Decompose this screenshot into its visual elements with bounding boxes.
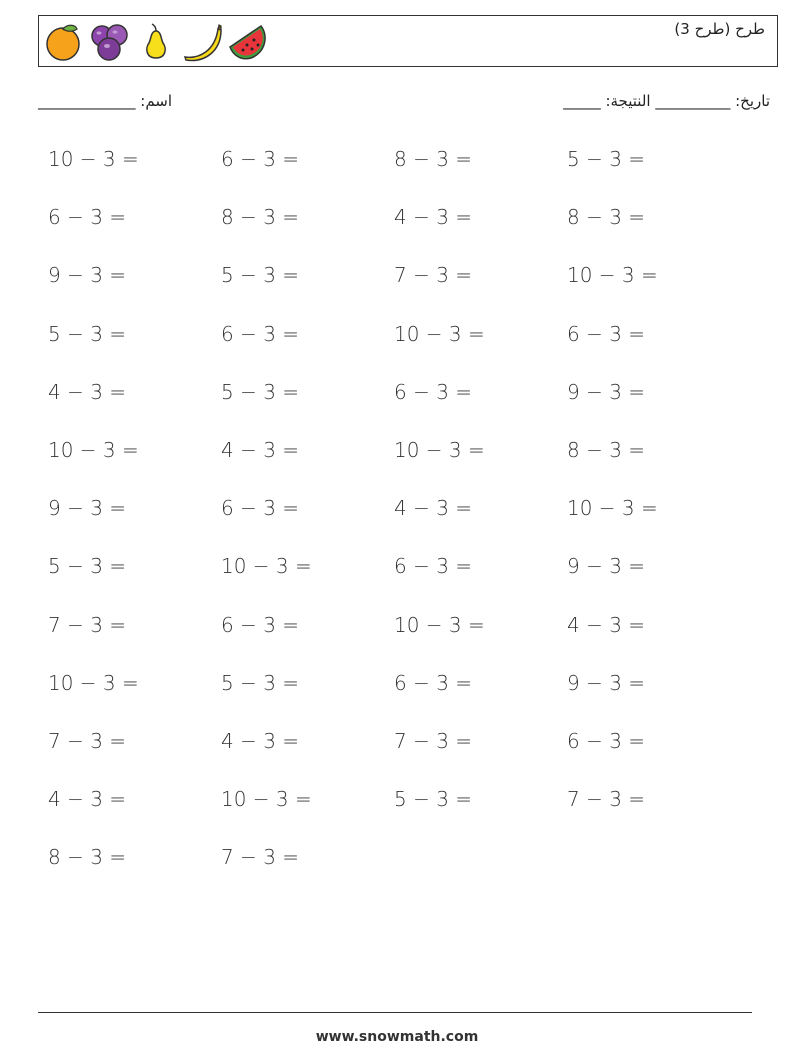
- problem-item: 5 − 3 =: [221, 670, 300, 695]
- problem-item: 4 − 3 =: [48, 379, 127, 404]
- banana-icon: [181, 21, 223, 63]
- problem-item: 6 − 3 =: [221, 321, 300, 346]
- problem-item: 8 − 3 =: [48, 845, 127, 870]
- problem-item: 7 − 3 =: [567, 787, 646, 812]
- problem-item: 4 − 3 =: [221, 437, 300, 462]
- problem-item: 8 − 3 =: [567, 205, 646, 230]
- problem-item: 6 − 3 =: [221, 612, 300, 637]
- problem-item: 6 − 3 =: [221, 496, 300, 521]
- problem-item: 6 − 3 =: [48, 205, 127, 230]
- problem-item: 6 − 3 =: [394, 670, 473, 695]
- footer-divider: [38, 1012, 752, 1013]
- problem-item: 10 − 3 =: [394, 437, 485, 462]
- problem-item: 9 − 3 =: [567, 554, 646, 579]
- problem-item: 6 − 3 =: [394, 554, 473, 579]
- problem-item: 7 − 3 =: [394, 263, 473, 288]
- problem-item: 8 − 3 =: [394, 147, 473, 171]
- problem-item: 5 − 3 =: [221, 379, 300, 404]
- problem-item: 6 − 3 =: [567, 321, 646, 346]
- problem-item: 6 − 3 =: [394, 379, 473, 404]
- problem-item: 8 − 3 =: [221, 205, 300, 230]
- problem-item: 10 − 3 =: [567, 496, 658, 521]
- problem-item: 4 − 3 =: [394, 496, 473, 521]
- watermelon-icon: [227, 21, 269, 63]
- problem-item: 5 − 3 =: [394, 787, 473, 812]
- problem-item: 10 − 3 =: [221, 554, 312, 579]
- problem-item: 9 − 3 =: [48, 263, 127, 288]
- problem-item: 10 − 3 =: [394, 321, 485, 346]
- problem-item: 9 − 3 =: [567, 379, 646, 404]
- problem-item: 10 − 3 =: [394, 612, 485, 637]
- problem-item: 9 − 3 =: [48, 496, 127, 521]
- problem-item: 9 − 3 =: [567, 670, 646, 695]
- problem-item: 8 − 3 =: [567, 437, 646, 462]
- problem-item: 4 − 3 =: [48, 787, 127, 812]
- date-score-field: _____ :تاريخ: __________ النتيجة: [563, 92, 770, 110]
- problem-item: 4 − 3 =: [221, 728, 300, 753]
- footer-site: www.snowmath.com: [315, 1029, 479, 1045]
- problem-item: 5 − 3 =: [48, 321, 127, 346]
- problem-item: 6 − 3 =: [567, 728, 646, 753]
- problem-item: 5 − 3 =: [567, 147, 646, 171]
- plums-icon: [89, 21, 131, 63]
- problem-item: 10 − 3 =: [48, 147, 139, 171]
- problem-item: 7 − 3 =: [48, 612, 127, 637]
- problem-item: 7 − 3 =: [394, 728, 473, 753]
- problem-grid: [48, 146, 748, 902]
- problem-item: 10 − 3 =: [567, 263, 658, 288]
- problem-item: 7 − 3 =: [221, 845, 300, 870]
- name-field: _____________ :اسم: [38, 92, 173, 110]
- problem-item: 10 − 3 =: [48, 437, 139, 462]
- worksheet-header: [38, 15, 778, 67]
- problem-item: 5 − 3 =: [48, 554, 127, 579]
- fruit-icon-row: [43, 20, 269, 64]
- problem-item: 4 − 3 =: [394, 205, 473, 230]
- pear-icon: [135, 21, 177, 63]
- problem-item: 6 − 3 =: [221, 147, 300, 171]
- worksheet-title: طرح (طرح 3): [674, 20, 765, 38]
- problem-item: 10 − 3 =: [221, 787, 312, 812]
- problem-item: 5 − 3 =: [221, 263, 300, 288]
- orange-icon: [43, 21, 85, 63]
- problem-item: 4 − 3 =: [567, 612, 646, 637]
- problem-item: 10 − 3 =: [48, 670, 139, 695]
- problem-item: 7 − 3 =: [48, 728, 127, 753]
